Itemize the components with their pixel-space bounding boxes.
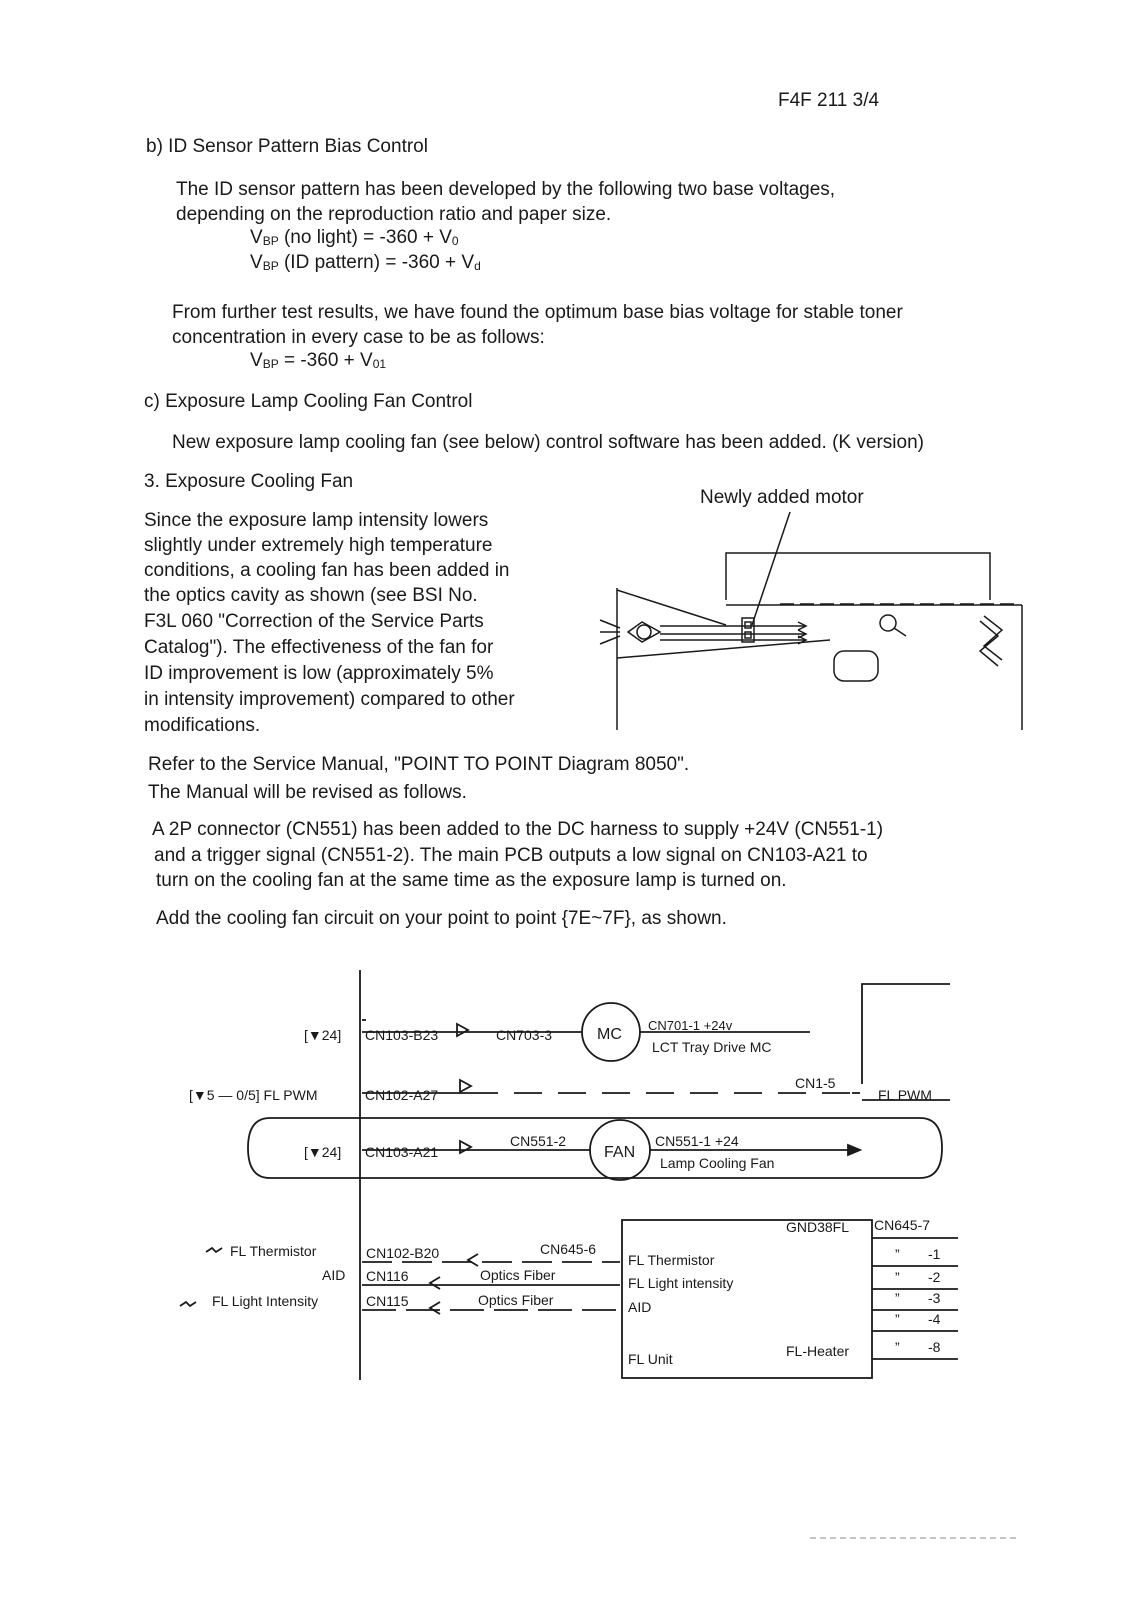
fl-unit-gnd: GND38FL (786, 1219, 850, 1235)
light-connector-arrow (430, 1302, 440, 1314)
ditto-mark: ” (895, 1290, 900, 1306)
cn645-7-label: CN645-7 (874, 1217, 931, 1233)
ditto-mark: ” (895, 1246, 900, 1262)
document-id: F4F 211 3/4 (778, 90, 880, 111)
aid-left-label: AID (322, 1267, 346, 1283)
refer-para-line1: A 2P connector (CN551) has been added to the DC harness to supply +24V (CN551-1) (152, 819, 884, 840)
section-c-text: New exposure lamp cooling fan (see below) control software has been added. (K version) (172, 432, 924, 453)
formula-no-light: $V_{BP}$ (no light) = $-360 + V_0$ (250, 227, 459, 248)
therm-connector-arrow (468, 1254, 478, 1266)
section-3-line: Catalog"). The effectiveness of the fan for (144, 637, 494, 658)
refer-add-line: Add the cooling fan circuit on your point to point {7E~7F}, as shown. (156, 908, 727, 929)
thermistor-left-label: FL Thermistor (230, 1243, 317, 1259)
section-b-para1-line2: depending on the reproduction ratio and paper size. (176, 204, 612, 225)
aid-optics-fiber: Optics Fiber (480, 1267, 556, 1283)
section-3-line: Since the exposure lamp intensity lowers (144, 510, 489, 531)
section-3-line: F3L 060 "Correction of the Service Parts (144, 611, 484, 632)
formula-optimum: $V_{BP} = -360 + V_{01}$ (250, 350, 387, 371)
light-squiggle (180, 1302, 196, 1306)
row2-box-label: FL PWM (878, 1087, 932, 1103)
mc-connector-arrow (457, 1024, 468, 1036)
formula-id-pattern: $V_{BP}$ (ID pattern) = $-360 + V_d$ (250, 252, 481, 273)
section-3-title: 3. Exposure Cooling Fan (144, 471, 354, 492)
row3-mid-connector: CN551-2 (510, 1133, 567, 1149)
row2-left-label: [▼5 — 0/5] FL PWM (189, 1087, 318, 1103)
section-3-line: slightly under extremely high temperature (144, 535, 493, 556)
row2-right-connector: CN1-5 (795, 1075, 836, 1091)
fl-unit-light: FL Light intensity (628, 1275, 734, 1291)
row3-left-label: [▼24] (304, 1144, 342, 1160)
light-optics-fiber: Optics Fiber (478, 1292, 554, 1308)
section-c-title: c) Exposure Lamp Cooling Fan Control (144, 391, 473, 412)
light-left-label: FL Light Intensity (212, 1293, 319, 1309)
aid-connector-arrow (430, 1277, 440, 1289)
section-3-line: the optics cavity as shown (see BSI No. (144, 585, 478, 606)
section-b-title: b) ID Sensor Pattern Bias Control (146, 136, 428, 157)
refer-para-line2: and a trigger signal (CN551-2). The main PCB outputs a low signal on CN103-A21 to (154, 845, 868, 866)
fl-pwm-connector-arrow (460, 1080, 471, 1092)
row1-right-connector: CN701-1 +24v (648, 1018, 733, 1033)
pin-label: -8 (928, 1339, 941, 1355)
section-3-line: conditions, a cooling fan has been added in (144, 560, 510, 581)
ditto-mark: ” (895, 1339, 900, 1355)
row3-connector: CN103-A21 (365, 1144, 439, 1160)
row2-connector: CN102-A27 (365, 1087, 439, 1103)
fl-unit-aid: AID (628, 1299, 652, 1315)
thermistor-connector: CN102-B20 (366, 1245, 440, 1261)
pin-label: -2 (928, 1269, 941, 1285)
section-3-line: modifications. (144, 715, 261, 736)
row3-right-desc: Lamp Cooling Fan (660, 1155, 775, 1171)
right-frame (862, 984, 950, 1084)
ditto-mark: ” (895, 1269, 900, 1285)
ditto-mark: ” (895, 1311, 900, 1327)
fl-unit-thermistor: FL Thermistor (628, 1252, 715, 1268)
fan-circuit-loop (248, 1118, 942, 1178)
refer-para-line3: turn on the cooling fan at the same time as the exposure lamp is turned on. (156, 870, 787, 891)
thermistor-mid-connector: CN645-6 (540, 1241, 597, 1257)
aid-connector: CN116 (366, 1268, 409, 1284)
pin-label: -1 (928, 1246, 941, 1262)
figure-label: Newly added motor (700, 487, 864, 508)
refer-line2: The Manual will be revised as follows. (148, 782, 467, 803)
row3-right-connector: CN551-1 +24 (655, 1133, 739, 1149)
row1-right-desc: LCT Tray Drive MC (652, 1039, 772, 1055)
section-3-line: in intensity improvement) compared to other (144, 689, 515, 710)
fan-label: FAN (604, 1144, 636, 1161)
row1-left-label: [▼24] (304, 1027, 342, 1043)
thermistor-squiggle (206, 1248, 222, 1252)
refer-line1: Refer to the Service Manual, "POINT TO POINT Diagram 8050". (148, 754, 690, 775)
section-b-para1-line1: The ID sensor pattern has been developed by the following two base voltages, (176, 179, 836, 200)
row1-connector: CN103-B23 (365, 1027, 439, 1043)
row1-mid-connector: CN703-3 (496, 1027, 553, 1043)
pin-label: -3 (928, 1290, 941, 1306)
fan-power-arrow (848, 1145, 860, 1155)
mc-label: MC (597, 1026, 622, 1043)
fl-unit-heater: FL-Heater (786, 1343, 850, 1359)
pin-label: -4 (928, 1311, 941, 1327)
light-connector: CN115 (366, 1293, 409, 1309)
section-b-para2-line1: From further test results, we have found the optimum base bias voltage for stable toner (172, 302, 903, 323)
section-3-line: ID improvement is low (approximately 5% (144, 663, 494, 684)
section-b-para2-line2: concentration in every case to be as follows: (172, 327, 545, 348)
fl-unit-name: FL Unit (628, 1351, 673, 1367)
fan-connector-arrow (460, 1141, 471, 1153)
